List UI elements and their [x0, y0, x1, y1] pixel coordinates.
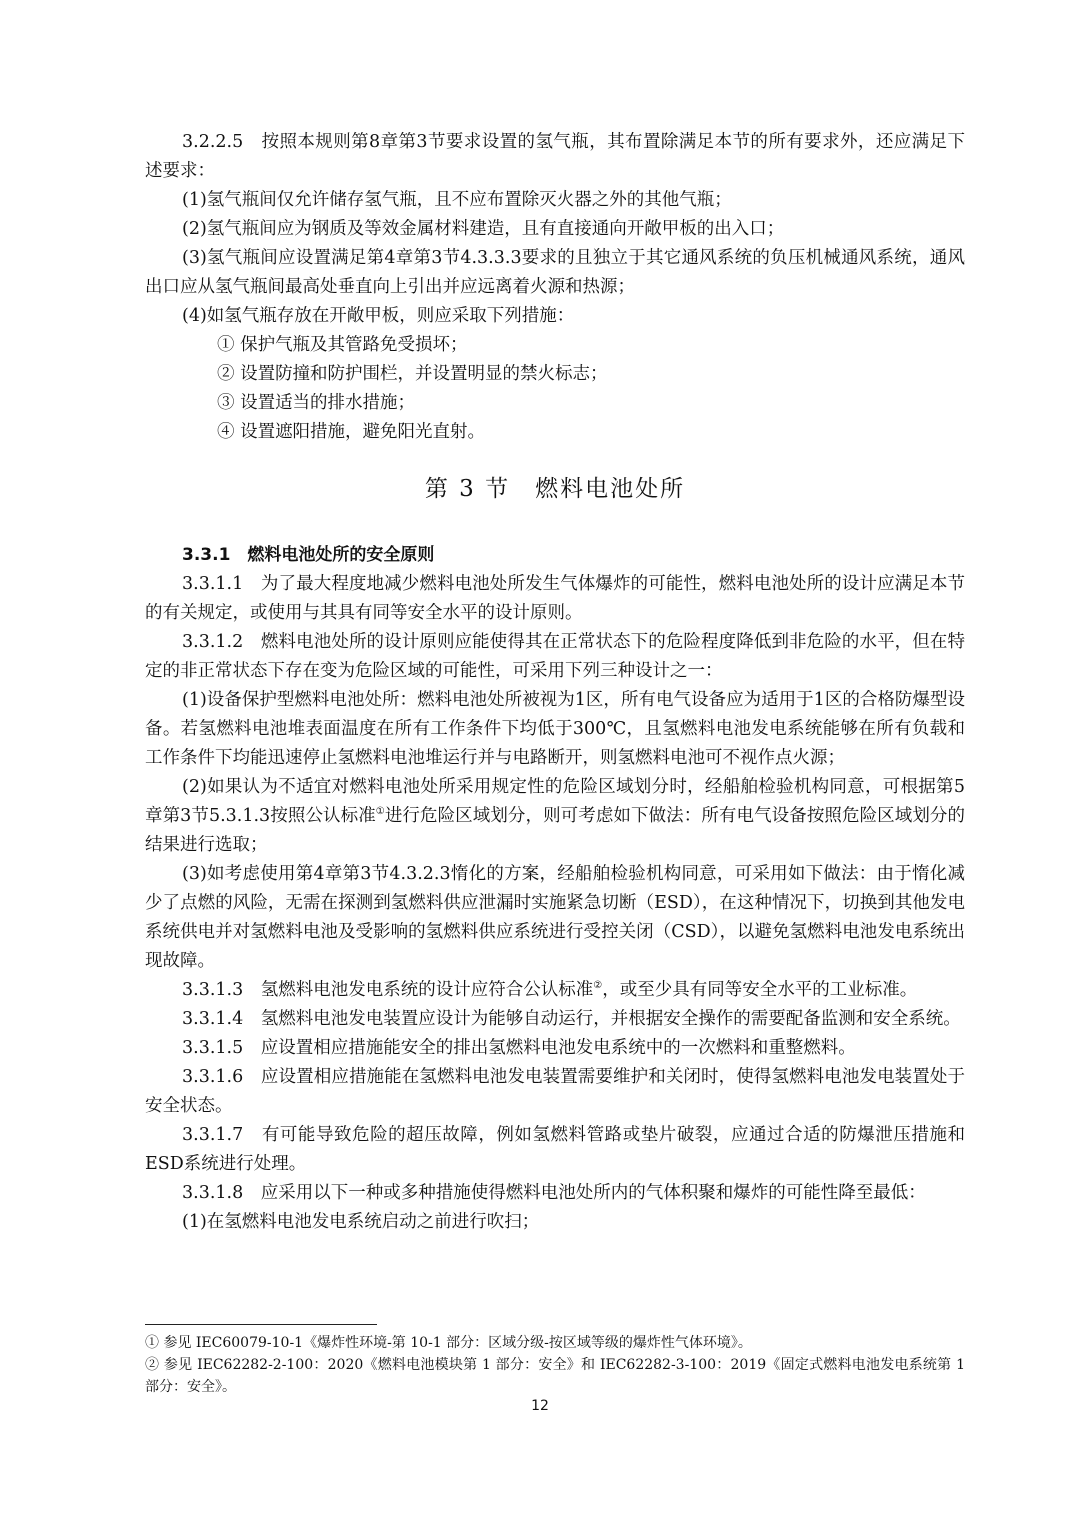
footnotes: [145, 1332, 965, 1398]
footnote-mark: ②: [593, 980, 603, 992]
text-run: (2)如果认为不适宜对燃料电池处所采用规定性的危险区域划分时，经船舶检验机构同意，可根据第5章第3节5.3.1.3按照公认标准: [145, 777, 965, 826]
list-item: [145, 773, 965, 860]
paragraph-3-3-1-8: 3.3.1.8 应采用以下一种或多种措施使得燃料电池处所内的气体积聚和爆炸的可能性降至最低：: [182, 1183, 926, 1203]
sub-list-item: ① 保护气瓶及其管路免受损坏；: [217, 335, 468, 355]
paragraph-3-3-1-6: 3.3.1.6 应设置相应措施能在氢燃料电池发电装置需要维护和关闭时，使得氢燃料电池发电装置处于安全状态。: [145, 1067, 965, 1116]
sub-list-item: ③ 设置适当的排水措施；: [217, 393, 416, 413]
footnote: ② 参见 IEC62282-2-100：2020《燃料电池模块第 1 部分：安全》和 IEC62282-3-100：2019《固定式燃料电池发电系统第 1 部分：安全》。: [145, 1357, 965, 1395]
footnote-mark: ①: [375, 806, 385, 818]
list-item: (1)设备保护型燃料电池处所：燃料电池处所被视为1区，所有电气设备应为适用于1区的合格防爆型设备。若氢燃料电池堆表面温度在所有工作条件下均低于300℃，且氢燃料电池发电系统能够在所有负载和工作条件下均能迅速停止氢燃料电池堆运行并与电路断开，则氢燃料电池可不视作点火源；: [145, 690, 965, 768]
paragraph-3-3-1-7: 3.3.1.7 有可能导致危险的超压故障，例如氢燃料管路或垫片破裂，应通过合适的防爆泄压措施和ESD系统进行处理。: [145, 1125, 965, 1174]
paragraph-3-3-1-1: 3.3.1.1 为了最大程度地减少燃料电池处所发生气体爆炸的可能性，燃料电池处所的设计应满足本节的有关规定，或使用与其具有同等安全水平的设计原则。: [145, 574, 965, 623]
list-item: (1)氢气瓶间仅允许储存氢气瓶，且不应布置除灭火器之外的其他气瓶；: [182, 190, 732, 210]
sub-list-item: ④ 设置遮阳措施，避免阳光直射。: [217, 422, 486, 442]
body-text: [145, 128, 965, 1237]
footnote-divider: [145, 1324, 377, 1325]
paragraph-3-3-1-3: [145, 976, 965, 1005]
text-run: ，或至少具有同等安全水平的工业标准。: [602, 980, 918, 1000]
paragraph-3-3-1-5: 3.3.1.5 应设置相应措施能安全的排出氢燃料电池发电系统中的一次燃料和重整燃料。: [182, 1038, 856, 1058]
section-heading: 第 3 节 燃料电池处所: [424, 476, 686, 502]
subsection-heading: 3.3.1 燃料电池处所的安全原则: [182, 545, 435, 565]
list-item: (2)氢气瓶间应为钢质及等效金属材料建造，且有直接通向开敞甲板的出入口；: [182, 219, 785, 239]
list-item: (3)氢气瓶间应设置满足第4章第3节4.3.3.3要求的且独立于其它通风系统的负压机械通风系统，通风出口应从氢气瓶间最高处垂直向上引出并应远离着火源和热源；: [145, 248, 965, 297]
paragraph-3-3-1-2: 3.3.1.2 燃料电池处所的设计原则应能使得其在正常状态下的危险程度降低到非危险的水平，但在特定的非正常状态下存在变为危险区域的可能性，可采用下列三种设计之一：: [145, 632, 965, 681]
text-run: 3.3.1.3 氢燃料电池发电系统的设计应符合公认标准: [182, 980, 594, 1000]
list-item: (4)如氢气瓶存放在开敞甲板，则应采取下列措施：: [182, 306, 575, 326]
list-item: (3)如考虑使用第4章第3节4.3.2.3惰化的方案，经船舶检验机构同意，可采用如下做法：由于惰化减少了点燃的风险，无需在探测到氢燃料供应泄漏时实施紧急切断（ESD），在这种情况下，切换到其他发电系统供电并对氢燃料电池及受影响的氢燃料供应系统进行受控关闭（CSD），以避免氢燃料电池发电系统出现故障。: [145, 864, 965, 971]
footnote: ① 参见 IEC60079-10-1《爆炸性环境-第 10-1 部分：区域分级-按区域等级的爆炸性气体环境》。: [145, 1335, 752, 1351]
text-run: 进行危险区域划分，则可考虑如下做法：所有电气设备按照危险区域划分的结果进行选取；: [145, 806, 966, 855]
paragraph-3-3-1-4: 3.3.1.4 氢燃料电池发电装置应设计为能够自动运行，并根据安全操作的需要配备监测和安全系统。: [182, 1009, 961, 1029]
page-number: 12: [531, 1398, 549, 1414]
list-item: (1)在氢燃料电池发电系统启动之前进行吹扫；: [182, 1212, 540, 1232]
sub-list-item: ② 设置防撞和防护围栏，并设置明显的禁火标志；: [217, 364, 608, 384]
paragraph-3-2-2-5: 3.2.2.5 按照本规则第8章第3节要求设置的氢气瓶，其布置除满足本节的所有要求外，还应满足下述要求：: [145, 132, 965, 181]
